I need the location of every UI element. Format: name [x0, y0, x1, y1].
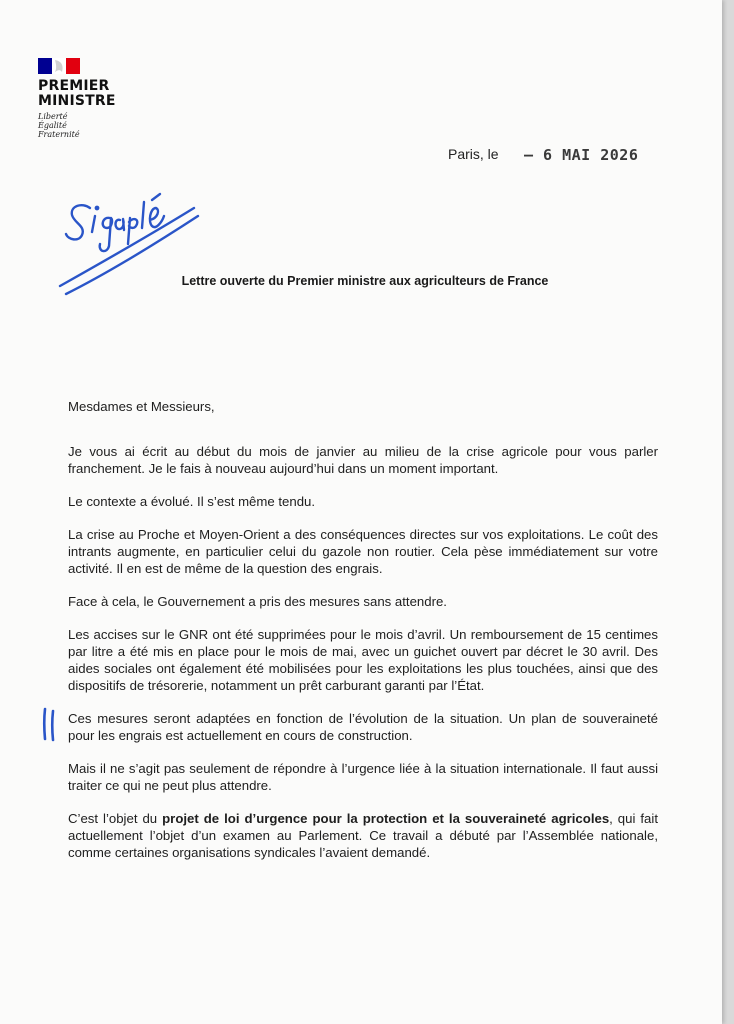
paragraph-2: Le contexte a évolué. Il s’est même tendu. [68, 494, 316, 509]
paragraph-5: Les accises sur le GNR ont été supprimées pour le mois d’avril. Un remboursement de 15 centimes par litre a été mis en place pour le mois de mai, avec un guichet ouvert par décret le 30 avril. Des aides sociales ont également été mobilisées pour les exploitations les plus touchées, ainsi que des dispositifs de trésorerie, notamment un prêt carburant garanti par l’État. [68, 627, 658, 693]
government-logo [38, 58, 116, 139]
date-place: Paris, le [448, 146, 499, 162]
paragraph-8-rest: , qui fait actuellement l’objet d’un examen au Parlement. Ce travail a débuté par l’Assemblée nationale, comme certaines organisations syndicales l’avaient demandé. [68, 811, 658, 860]
date-stamp: – 6 MAI 2026 [524, 146, 639, 164]
paragraph-3: La crise au Proche et Moyen-Orient a des conséquences directes sur vos exploitations. Le coût des intrants augmente, en particulier celui du gazole non routier. Cela pèse immédiatement sur votre activité. Il en est de même de la question des engrais. [68, 527, 658, 576]
paragraph-6: Ces mesures seront adaptées en fonction de l’évolution de la situation. Un plan de souveraineté pour les engrais est actuellement en cours de construction. [68, 711, 658, 743]
paragraph-1: Je vous ai écrit au début du mois de janvier au milieu de la crise agricole pour vous parler franchement. Je le fais à nouveau aujourd’hui dans un moment important. [68, 444, 658, 476]
institution-name [38, 79, 116, 109]
institution-line-2: MINISTRE [38, 93, 116, 109]
paragraph-8-intro: C’est l’objet du [68, 811, 163, 826]
institution-line-1: PREMIER [38, 78, 110, 94]
paragraph-8 [68, 810, 658, 861]
bill-title: projet de loi d’urgence pour la protection et la souveraineté agricoles [162, 811, 610, 826]
motto-fraternite: Fraternité [38, 130, 80, 139]
motto-egalite: Égalité [38, 121, 67, 130]
letter-title: Lettre ouverte du Premier ministre aux agriculteurs de France [181, 274, 549, 288]
salutation: Mesdames et Messieurs, [68, 399, 215, 414]
paragraph-7: Mais il ne s’agit pas seulement de répondre à l’urgence liée à la situation internationale. Il faut aussi traiter ce qui ne peut plus attendre. [68, 761, 658, 793]
letter-body [68, 398, 658, 861]
margin-mark-icon [40, 706, 60, 742]
republic-motto [38, 112, 116, 139]
motto-liberte: Liberté [38, 112, 68, 121]
republic-flag-icon [38, 58, 80, 74]
paragraph-4: Face à cela, le Gouvernement a pris des mesures sans attendre. [68, 594, 447, 609]
